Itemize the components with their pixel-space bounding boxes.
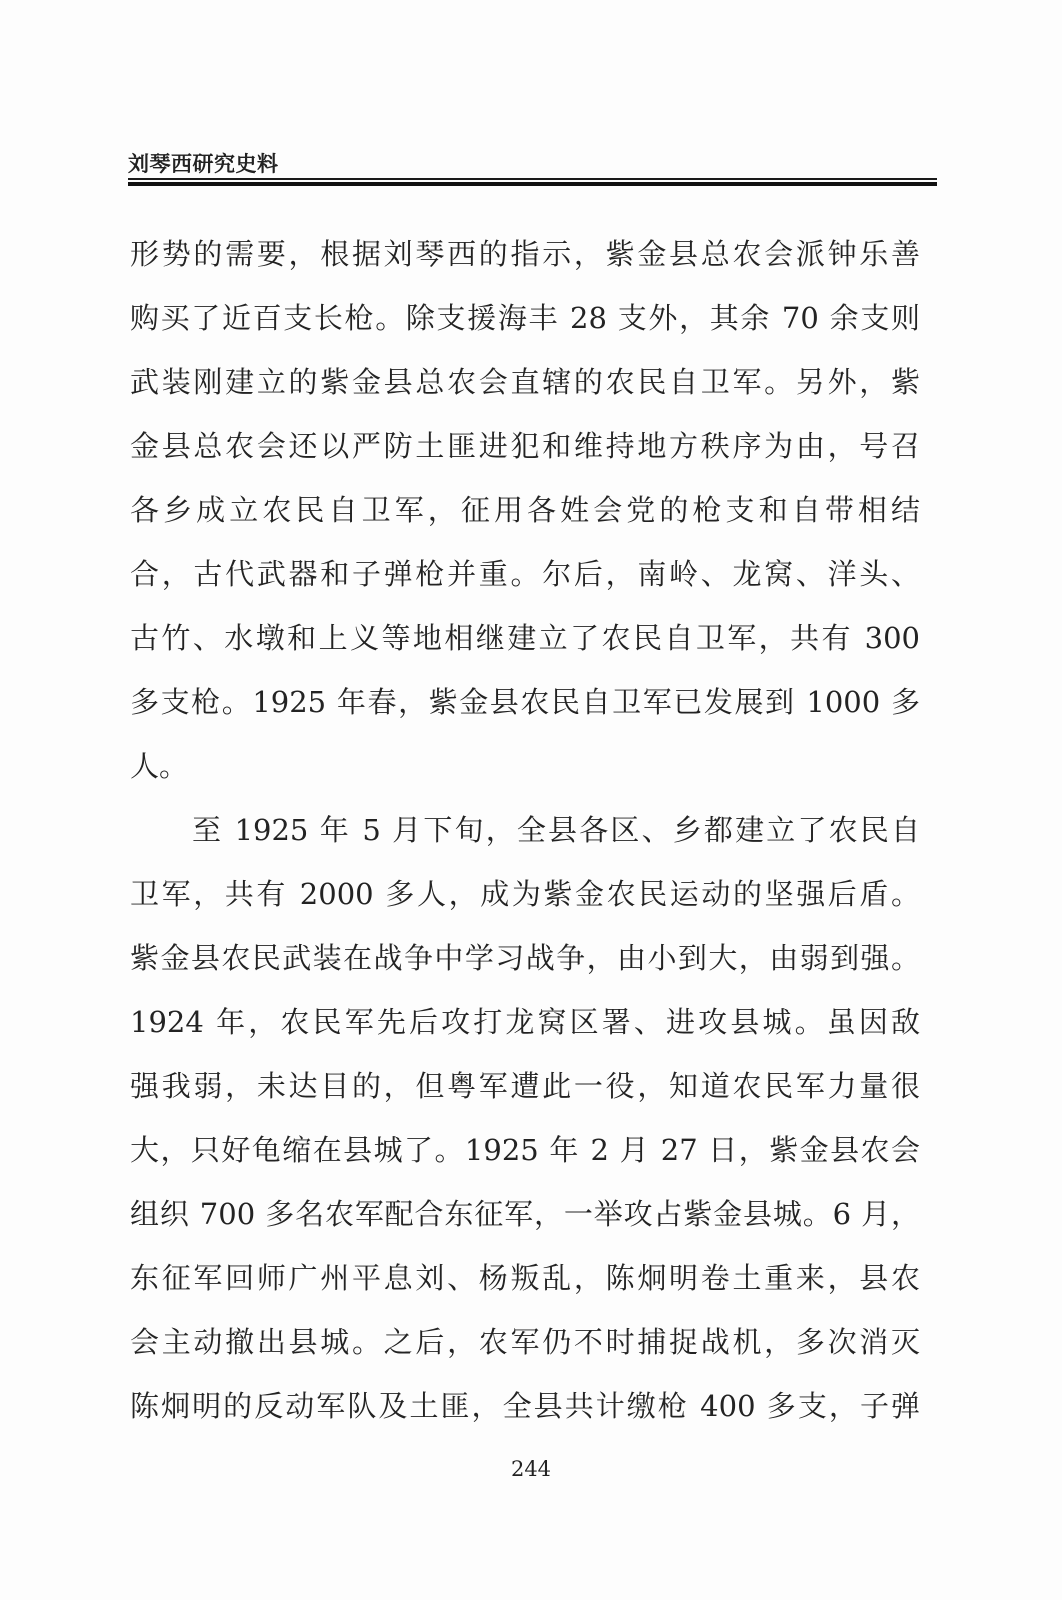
header-rule-thin	[128, 178, 937, 180]
text-line: 陈炯明的反动军队及土匪，全县共计缴枪 400 多支，子弹	[130, 1389, 920, 1423]
running-header-title: 刘琴西研究史料	[128, 152, 279, 176]
text-line: 大，只好龟缩在县城了。1925 年 2 月 27 日，紫金县农会	[130, 1133, 920, 1167]
text-line: 武装刚建立的紫金县总农会直辖的农民自卫军。另外，紫	[130, 365, 920, 399]
text-line: 购买了近百支长枪。除支援海丰 28 支外，其余 70 余支则	[130, 301, 920, 335]
text-line: 卫军，共有 2000 多人，成为紫金农民运动的坚强后盾。	[130, 877, 920, 911]
text-line: 金县总农会还以严防土匪进犯和维持地方秩序为由，号召	[130, 429, 920, 463]
text-line: 各乡成立农民自卫军，征用各姓会党的枪支和自带相结	[130, 493, 920, 527]
text-line: 人。	[130, 749, 189, 783]
body-text	[130, 222, 920, 1438]
text-line: 合，古代武器和子弹枪并重。尔后，南岭、龙窝、洋头、	[130, 557, 920, 591]
header-rule-thick	[128, 182, 937, 186]
text-line: 1924 年，农民军先后攻打龙窝区署、进攻县城。虽因敌	[130, 1005, 920, 1039]
text-line: 多支枪。1925 年春，紫金县农民自卫军已发展到 1000 多	[130, 685, 920, 719]
text-line: 会主动撤出县城。之后，农军仍不时捕捉战机，多次消灭	[130, 1325, 920, 1359]
text-line: 强我弱，未达目的，但粤军遭此一役，知道农民军力量很	[130, 1069, 920, 1103]
text-line: 形势的需要，根据刘琴西的指示，紫金县总农会派钟乐善	[130, 237, 920, 271]
text-line: 东征军回师广州平息刘、杨叛乱，陈炯明卷土重来，县农	[130, 1261, 920, 1295]
page-number: 244	[510, 1457, 552, 1481]
text-line: 古竹、水墩和上义等地相继建立了农民自卫军，共有 300	[130, 621, 920, 655]
text-line: 至 1925 年 5 月下旬，全县各区、乡都建立了农民自	[192, 813, 920, 847]
text-line: 组织 700 多名农军配合东征军，一举攻占紫金县城。6 月，	[130, 1197, 920, 1231]
text-line: 紫金县农民武装在战争中学习战争，由小到大，由弱到强。	[130, 941, 920, 975]
